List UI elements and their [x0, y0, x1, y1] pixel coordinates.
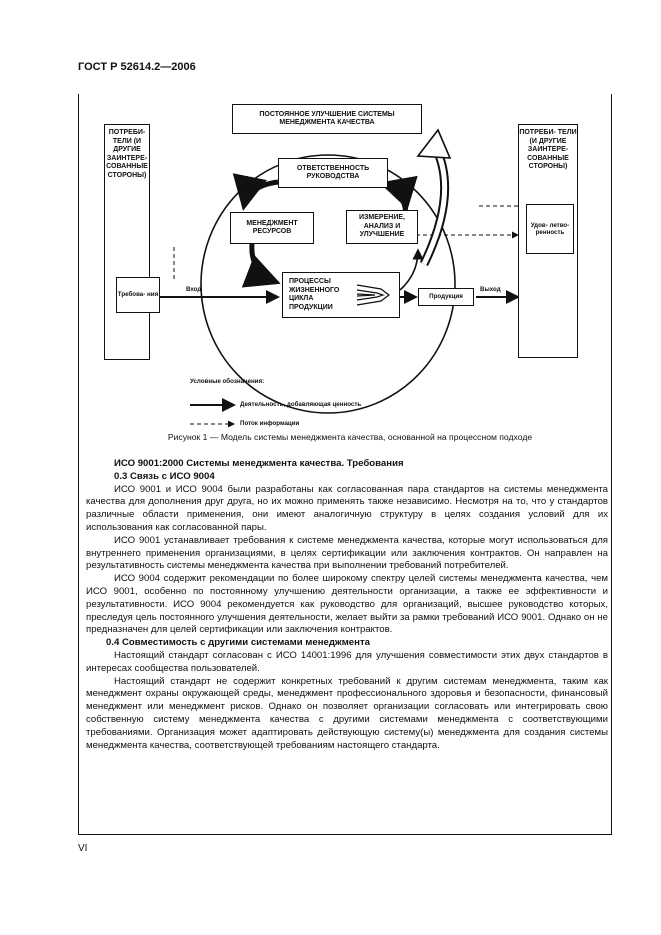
cycle-arrow-top-left — [244, 182, 278, 206]
measurement-analysis-box: ИЗМЕРЕНИЕ, АНАЛИЗ И УЛУЧШЕНИЕ — [346, 210, 418, 244]
cycle-arrow-left-bottom — [252, 244, 276, 282]
body-text — [86, 458, 608, 752]
paragraph-5: Настоящий стандарт не содержит конкретных требований к другим системам менеджмента, таким как менеджмент охраны окружающей среды, менеджмент профессионального здоровья и безопасности, финансовый менеджмент или менеджмент рисков. Однако он позволяет организации согласовать или интегрировать свою собственную систему менеджмента качества с другими системами менеджмента с соответствующими требованиями. Организация может адаптировать действующую систему(ы) менеджмента для создания системы менеджмента качества, соответствующей требованиям настоящего стандарта. — [86, 675, 608, 751]
paragraph-4: Настоящий стандарт согласован с ИСО 14001:1996 для улучшения совместимости этих двух стандартов в интересах сообщества пользователей. — [86, 649, 608, 674]
cycle-arrow-bottom-right — [400, 250, 418, 290]
product-realization-label: ПРОЦЕССЫ ЖИЗНЕННОГО ЦИКЛА ПРОДУКЦИИ — [289, 278, 340, 311]
product-box: Продукция — [418, 288, 474, 306]
input-label: Вход — [186, 286, 202, 293]
requirements-box: Требова- ния — [116, 277, 160, 313]
customers-right-box: ПОТРЕБИ- ТЕЛИ (И ДРУГИЕ ЗАИНТЕРЕ- СОВАННЫЕ СТОРОНЫ) — [518, 124, 578, 358]
figure-caption: Рисунок 1 — Модель системы менеджмента качества, основанной на процессном подходе — [167, 432, 533, 442]
page-number: VI — [78, 843, 88, 854]
heading-0-4: 0.4 Совместимость с другими системами менеджмента — [106, 637, 370, 649]
continual-improvement-box: ПОСТОЯННОЕ УЛУЧШЕНИЕ СИСТЕМЫ МЕНЕДЖМЕНТА КАЧЕСТВА — [232, 104, 422, 134]
product-realization-box — [282, 272, 400, 318]
heading-iso9001: ИСО 9001:2000 Системы менеджмента качества. Требования — [114, 458, 404, 469]
qms-process-diagram — [78, 94, 612, 434]
legend-value-label: Деятельность, добавляющая ценность — [240, 401, 362, 408]
improvement-arrow-head — [418, 130, 450, 158]
management-responsibility-box: ОТВЕТСТВЕННОСТЬ РУКОВОДСТВА — [278, 158, 388, 188]
paragraph-1: ИСО 9001 и ИСО 9004 были разработаны как согласованная пара стандартов на системы менеджмента качества для дополнения друг друга, но их можно применять также независимо. Несмотря на то, что у стандартов различные области применения, они имеют аналогичную структуру в целях создания условий для их использования как согласованной пары. — [86, 483, 608, 533]
paragraph-3: ИСО 9004 содержит рекомендации по более широкому спектру целей системы менеджмента качества, чем ИСО 9001, особенно по постоянному улучшению деятельности организации, а также ее эффективности и результативности. ИСО 9004 рекомендуется как руководство для организаций, высшее руководство которых, преследуя цель постоянного улучшения деятельности, желает выйти за рамки требований ИСО 9001. Однако он не предназначен для целей сертификации или заключения контрактов. — [86, 573, 608, 636]
legend-title: Условные обозначения: — [190, 378, 265, 385]
paragraph-2: ИСО 9001 устанавливает требования к системе менеджмента качества, которые могут использоваться для внутреннего применения организациями, в целях сертификации или заключения контрактов. Он направлен на результативность системы менеджмента качества при выполнении требований потребителей. — [86, 534, 608, 572]
document-header: ГОСТ Р 52614.2—2006 — [78, 61, 196, 73]
legend-info-label: Поток информации — [240, 420, 300, 427]
realization-chevrons — [355, 281, 391, 309]
satisfaction-box: Удов- летво- ренность — [526, 204, 574, 254]
output-label: Выход — [480, 286, 501, 293]
heading-0-3: 0.3 Связь с ИСО 9004 — [114, 470, 215, 482]
resource-management-box: МЕНЕДЖМЕНТ РЕСУРСОВ — [230, 212, 314, 244]
customers-left-box: ПОТРЕБИ- ТЕЛИ (И ДРУГИЕ ЗАИНТЕРЕ- СОВАННЫЕ СТОРОНЫ) — [104, 124, 150, 360]
